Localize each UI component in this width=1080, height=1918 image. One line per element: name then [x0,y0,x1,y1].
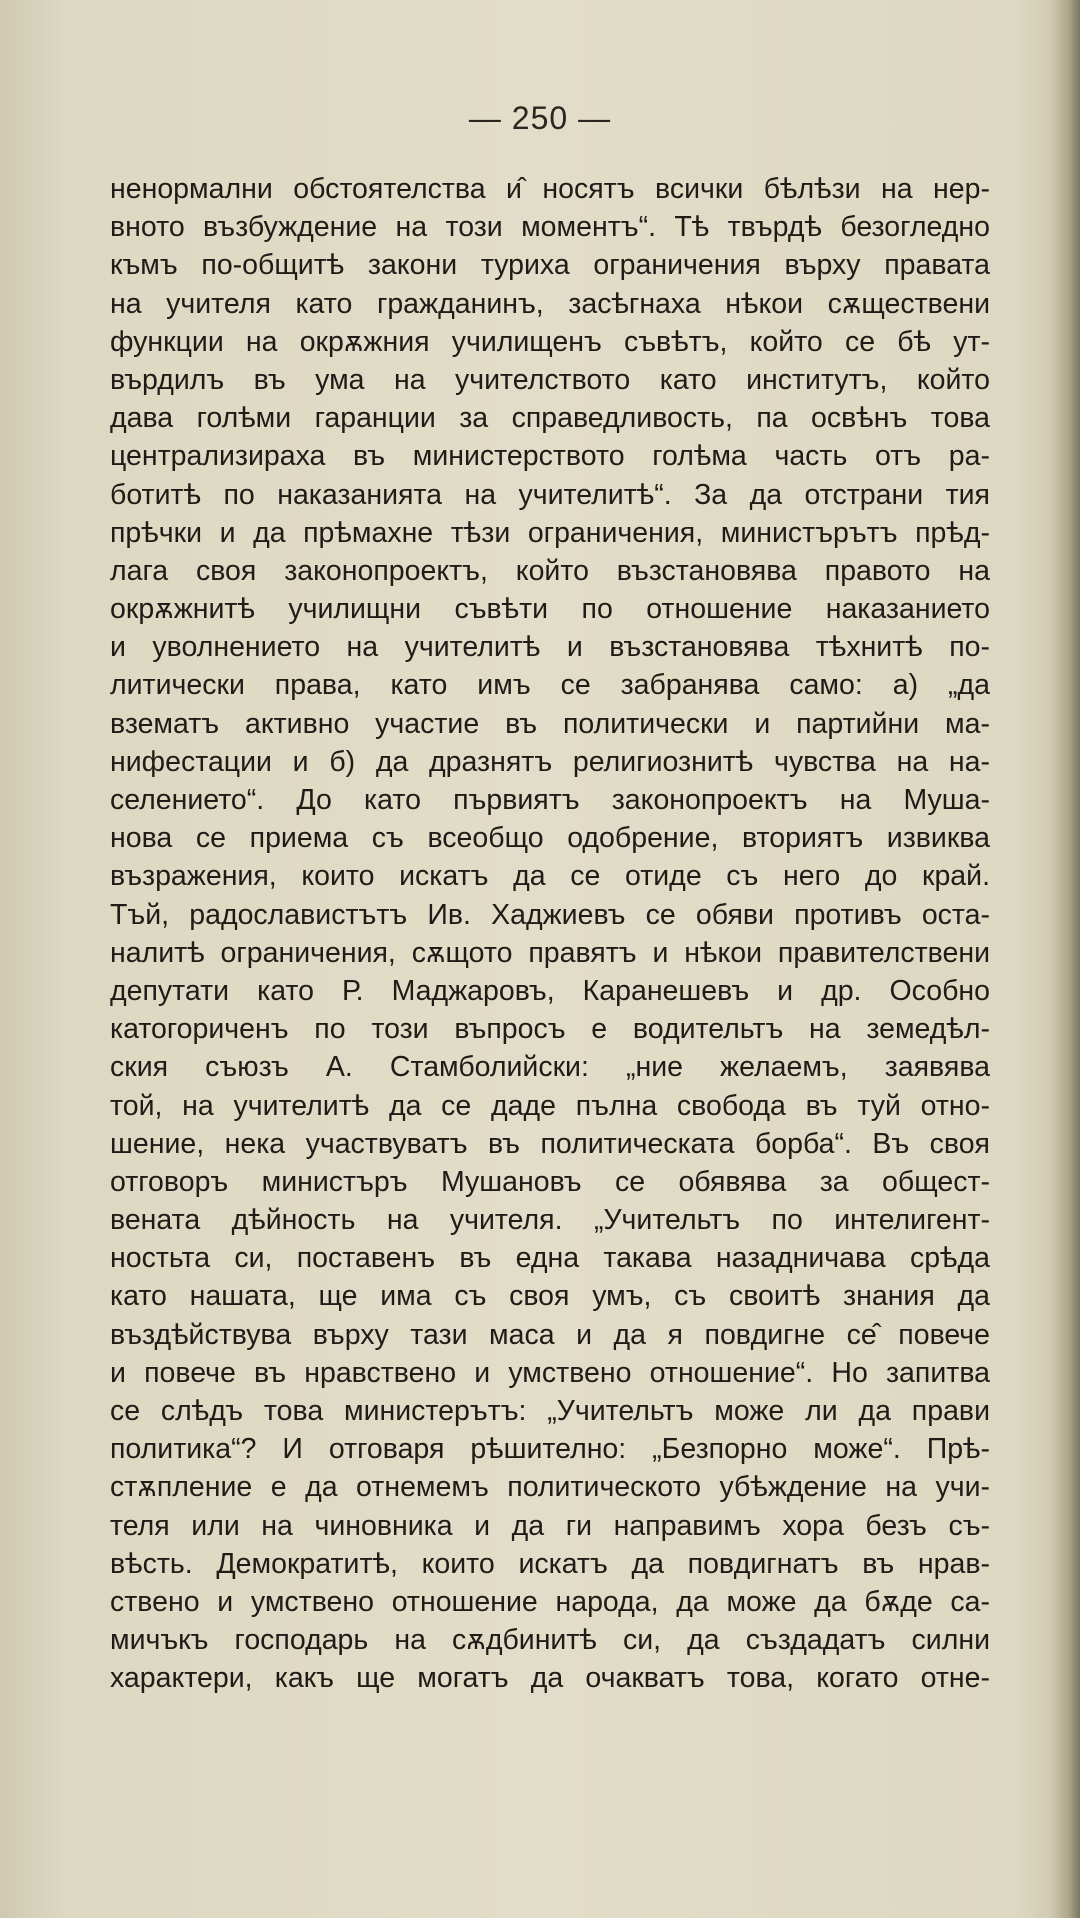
text-line: върдилъ въ ума на учителството като институтъ, който [110,363,990,396]
text-line: въздѣйствува върху тази маса и да я повдигне се̂ повече [110,1318,990,1351]
text-line: отговоръ министъръ Мушановъ се обявява за общест- [110,1165,990,1198]
text-line: прѣчки и да прѣмахне тѣзи ограничения, министърътъ прѣд- [110,516,990,549]
text-line: вѣсть. Демократитѣ, които искатъ да повдигнатъ въ нрав- [110,1547,990,1580]
text-line: нифестации и б) да дразнятъ религиознитѣ чувства на на- [110,745,990,778]
text-line: вното възбуждение на този моментъ“. Тѣ твърдѣ безогледно [110,211,990,244]
text-line: стѫпление е да отнемемъ политическото убѣждение на учи- [110,1471,990,1504]
text-line: и уволнението на учителитѣ и възстановява тѣхнитѣ по- [110,631,990,664]
text-line: вената дѣйность на учителя. „Учительтъ по интелигент- [110,1204,990,1237]
text-line: ствено и умствено отношение народа, да може да бѫде са- [110,1585,990,1618]
text-line: възражения, които искатъ да се отиде съ него до край. [110,860,990,893]
text-line: теля или на чиновника и да ги направимъ хора безъ съ- [110,1509,990,1542]
text-line: като нашата, ще има съ своя умъ, съ своитѣ знания да [110,1280,990,1313]
text-line: къмъ по-общитѣ закони туриха ограничения върху правата [110,249,990,282]
text-line: налитѣ ограничения, сѫщото правятъ и нѣкои правителствени [110,936,990,969]
page-number: — 250 — [468,100,612,136]
text-line: се слѣдъ това министерътъ: „Учительтъ може ли да прави [110,1395,990,1427]
text-line: Тъй, радославистътъ Ив. Хаджиевъ се обяви противъ оста- [110,898,990,931]
text-line: той, на учителитѣ да се даде пълна свобода въ туй отно- [110,1089,990,1122]
body-text [110,170,990,1698]
text-line: и повече въ нравствено и умствено отношение“. Но запитва [110,1356,990,1389]
text-line: литически права, като имъ се забранява само: а) „да [110,669,990,702]
text-line: окрѫжнитѣ училищни съвѣти по отношение наказанието [110,593,990,626]
page-edge-shadow [1050,0,1080,1918]
text-line: централизираха въ министерството голѣма часть отъ ра- [110,440,990,473]
text-line: дава голѣми гаранции за справедливость, па освѣнъ това [110,402,990,435]
text-line: функции на окрѫжния училищенъ съвѣтъ, който се бѣ ут- [110,325,990,358]
text-line: нова се приема съ всеобщо одобрение, вториятъ извиква [110,822,990,855]
text-line: взематъ активно участие въ политически и партийни ма- [110,707,990,740]
text-line: ботитѣ по наказанията на учителитѣ“. За да отстрани тия [110,478,990,511]
text-line: мичъкъ господарь на сѫдбинитѣ си, да създадатъ силни [110,1624,990,1657]
text-line: ненормални обстоятелства и̂ носятъ всички бѣлѣзи на нер- [110,173,990,205]
text-line: ностьта си, поставенъ въ една такава назадничава срѣда [110,1242,990,1275]
text-line: ския съюзъ А. Стамболийски: „ние желаемъ, заявява [110,1051,990,1084]
text-line: депутати като Р. Маджаровъ, Каранешевъ и др. Особно [110,974,990,1007]
text-line: характери, какъ ще могатъ да очакватъ това, когато отне- [110,1662,990,1695]
text-line: политика“? И отговаря рѣшително: „Безпорно може“. Прѣ- [110,1433,990,1466]
text-line: на учителя като гражданинъ, засѣгнаха нѣкои сѫществени [110,287,990,320]
text-line: селението“. До като първиятъ законопроектъ на Мушa- [110,784,990,816]
text-line: лага своя законопроектъ, който възстановява правото на [110,554,990,587]
text-line: шение, нека участвуватъ въ политическата борба“. Въ своя [110,1127,990,1160]
text-line: катогориченъ по този въпросъ е водительтъ на земедѣл- [110,1013,990,1046]
